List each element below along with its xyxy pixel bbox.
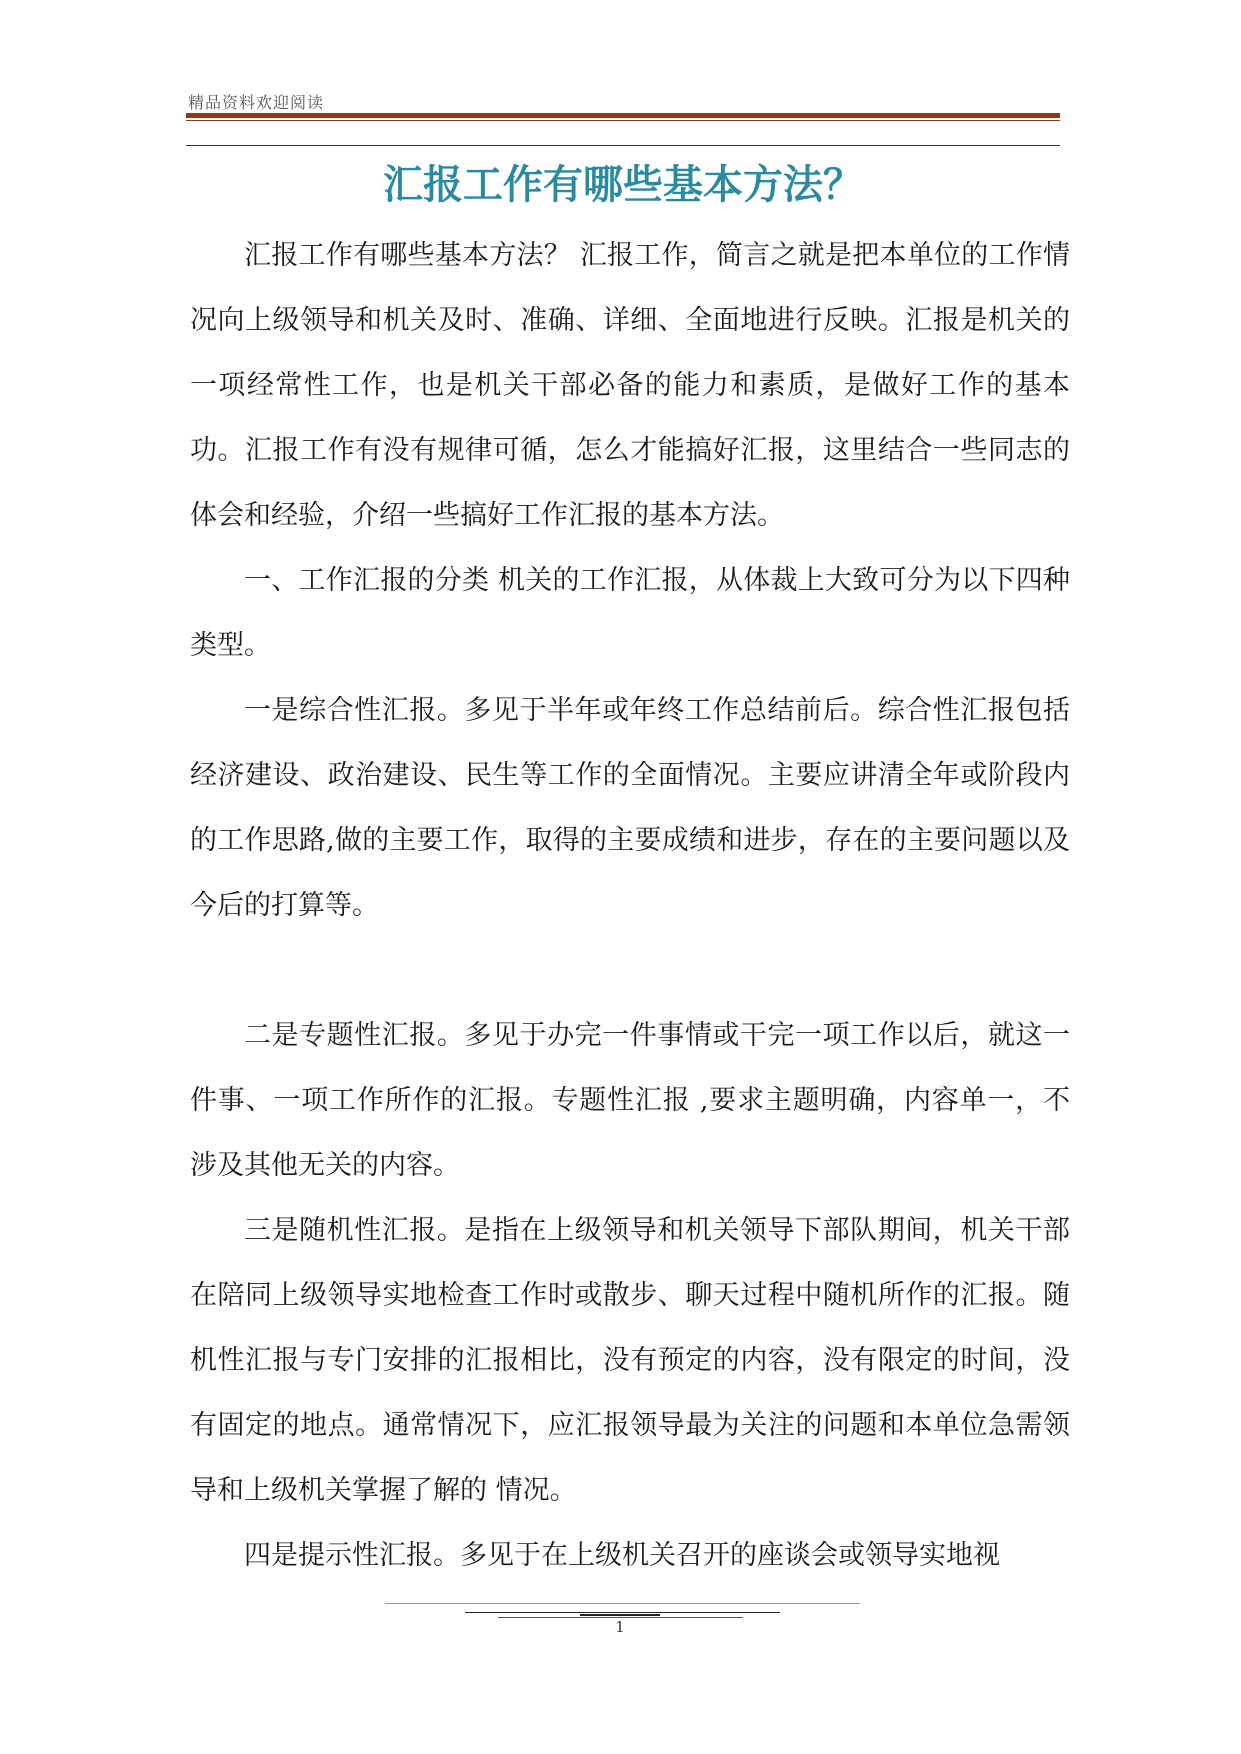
paragraph: 四是提示性汇报。多见于在上级机关召开的座谈会或领导实地视 xyxy=(244,1540,1000,1571)
paragraph: 二是专题性汇报。多见于办完一件事情或干完一项工作以后，就这一件事、一项工作所作的汇报。专题性汇报 ,要求主题明确，内容单一，不涉及其他无关的内容。 xyxy=(190,1020,1070,1181)
header-rule-thin xyxy=(186,145,1060,146)
footer-rule xyxy=(580,1614,660,1616)
document-body xyxy=(190,223,1070,1588)
footer-rule xyxy=(385,1603,860,1604)
header-rule-thick xyxy=(186,113,1060,118)
document-title: 汇报工作有哪些基本方法？ xyxy=(383,162,863,208)
paragraph: 汇报工作有哪些基本方法？ 汇报工作，简言之就是把本单位的工作情况向上级领导和机关及时、准确、详细、全面地进行反映。汇报是机关的一项经常性工作，也是机关干部必备的能力和素质，是做好工作的基本功。汇报工作有没有规律可循，怎么才能搞好汇报，这里结合一些同志的体会和经验，介绍一些搞好工作汇报的基本方法。 xyxy=(190,240,1070,531)
paragraph: 一、工作汇报的分类 机关的工作汇报，从体裁上大致可分为以下四种类型。 xyxy=(190,565,1070,661)
header-label: 精品资料欢迎阅读 xyxy=(188,93,325,112)
footer-rule xyxy=(465,1612,780,1613)
page-number: 1 xyxy=(615,1618,625,1636)
header-rule-thin-brown xyxy=(186,120,1060,121)
paragraph: 一是综合性汇报。多见于半年或年终工作总结前后。综合性汇报包括经济建设、政治建设、民生等工作的全面情况。主要应讲清全年或阶段内的工作思路,做的主要工作，取得的主要成绩和进步，存在的主要问题以及今后的打算等。 xyxy=(190,695,1070,921)
paragraph: 三是随机性汇报。是指在上级领导和机关领导下部队期间，机关干部在陪同上级领导实地检查工作时或散步、聊天过程中随机所作的汇报。随机性汇报与专门安排的汇报相比，没有预定的内容，没有限定的时间，没有固定的地点。通常情况下，应汇报领导最为关注的问题和本单位急需领导和上级机关掌握了解的 情况。 xyxy=(190,1215,1070,1506)
